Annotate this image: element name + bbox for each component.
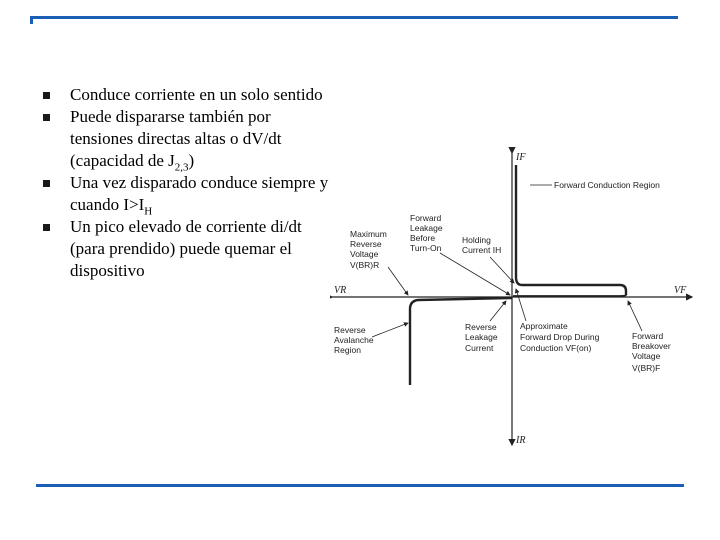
label-forward-conduction: Forward Conduction Region: [554, 180, 660, 190]
bullet-text: Conduce corriente en un solo sentido: [70, 85, 323, 104]
svg-text:Forward: Forward: [410, 213, 442, 223]
bullet-item: [40, 172, 330, 216]
svg-text:Current IH: Current IH: [462, 245, 502, 255]
label-holding-current: [462, 235, 501, 255]
leader-forward-breakover: [628, 301, 642, 331]
label-maximum-reverse: [350, 229, 387, 270]
svg-text:Forward Drop During: Forward Drop During: [520, 332, 600, 342]
label-forward-breakover: [632, 331, 671, 373]
svg-text:Avalanche: Avalanche: [334, 335, 374, 345]
svg-text:Approximate: Approximate: [520, 321, 568, 331]
bullet-text: Una vez disparado conduce siempre y cuando I>I: [70, 173, 329, 214]
bullet-item: [40, 216, 330, 282]
curve-forward-blocking: [513, 295, 626, 296]
svg-text:Voltage: Voltage: [632, 351, 661, 361]
svg-text:V(BR)F: V(BR)F: [632, 363, 661, 373]
svg-text:Before: Before: [410, 233, 436, 243]
bullet-item: [40, 106, 330, 172]
bullet-text-after: ): [188, 151, 195, 170]
leader-maximum-reverse: [388, 267, 408, 295]
svg-text:Leakage: Leakage: [465, 332, 498, 342]
axis-label-vf: VF: [674, 285, 687, 296]
leader-approx-forward-drop: [516, 289, 526, 321]
label-forward-leakage: [410, 213, 443, 253]
bullet-subscript: H: [144, 205, 153, 218]
svg-text:Reverse: Reverse: [465, 322, 497, 332]
bullet-list: [40, 84, 330, 282]
svg-text:Reverse: Reverse: [350, 239, 382, 249]
svg-text:Forward: Forward: [632, 331, 664, 341]
bullet-square-icon: [43, 180, 50, 187]
bullet-text: Puede dispararse también por tensiones directas altas o dV/dt (capacidad de J: [70, 107, 282, 170]
svg-text:Voltage: Voltage: [350, 249, 379, 259]
bottom-rule: [36, 484, 684, 487]
axis-label-if: IF: [516, 152, 526, 163]
bullet-square-icon: [43, 114, 50, 121]
svg-text:Turn-On: Turn-On: [410, 243, 442, 253]
top-rule: [30, 16, 678, 19]
leader-forward-leakage: [440, 253, 510, 295]
svg-text:Holding: Holding: [462, 235, 491, 245]
svg-text:Leakage: Leakage: [410, 223, 443, 233]
label-approx-forward-drop: [520, 321, 600, 353]
leader-reverse-leakage: [490, 301, 506, 321]
svg-text:Breakover: Breakover: [632, 341, 671, 351]
iv-curve-svg: [330, 145, 695, 450]
leader-holding-current: [490, 257, 514, 283]
axis-label-vr: VR: [334, 285, 347, 296]
svg-text:Region: Region: [334, 345, 361, 355]
svg-text:V(BR)R: V(BR)R: [350, 260, 380, 270]
svg-text:Maximum: Maximum: [350, 229, 387, 239]
bullet-square-icon: [43, 92, 50, 99]
svg-text:Reverse: Reverse: [334, 325, 366, 335]
bullet-square-icon: [43, 224, 50, 231]
bullet-item: [40, 84, 330, 106]
scr-characteristic-diagram: [330, 145, 695, 450]
label-reverse-leakage: [465, 322, 498, 353]
svg-text:Current: Current: [465, 343, 494, 353]
bullet-subscript: 2,3: [174, 161, 189, 174]
bullet-text: Un pico elevado de corriente di/dt (para prendido) puede quemar el dispositivo: [70, 217, 302, 280]
axis-label-ir: IR: [516, 435, 526, 446]
leader-reverse-avalanche: [372, 323, 408, 337]
label-reverse-avalanche: [334, 325, 374, 355]
top-rule-tick: [30, 16, 33, 24]
svg-text:Conduction VF(on): Conduction VF(on): [520, 343, 592, 353]
